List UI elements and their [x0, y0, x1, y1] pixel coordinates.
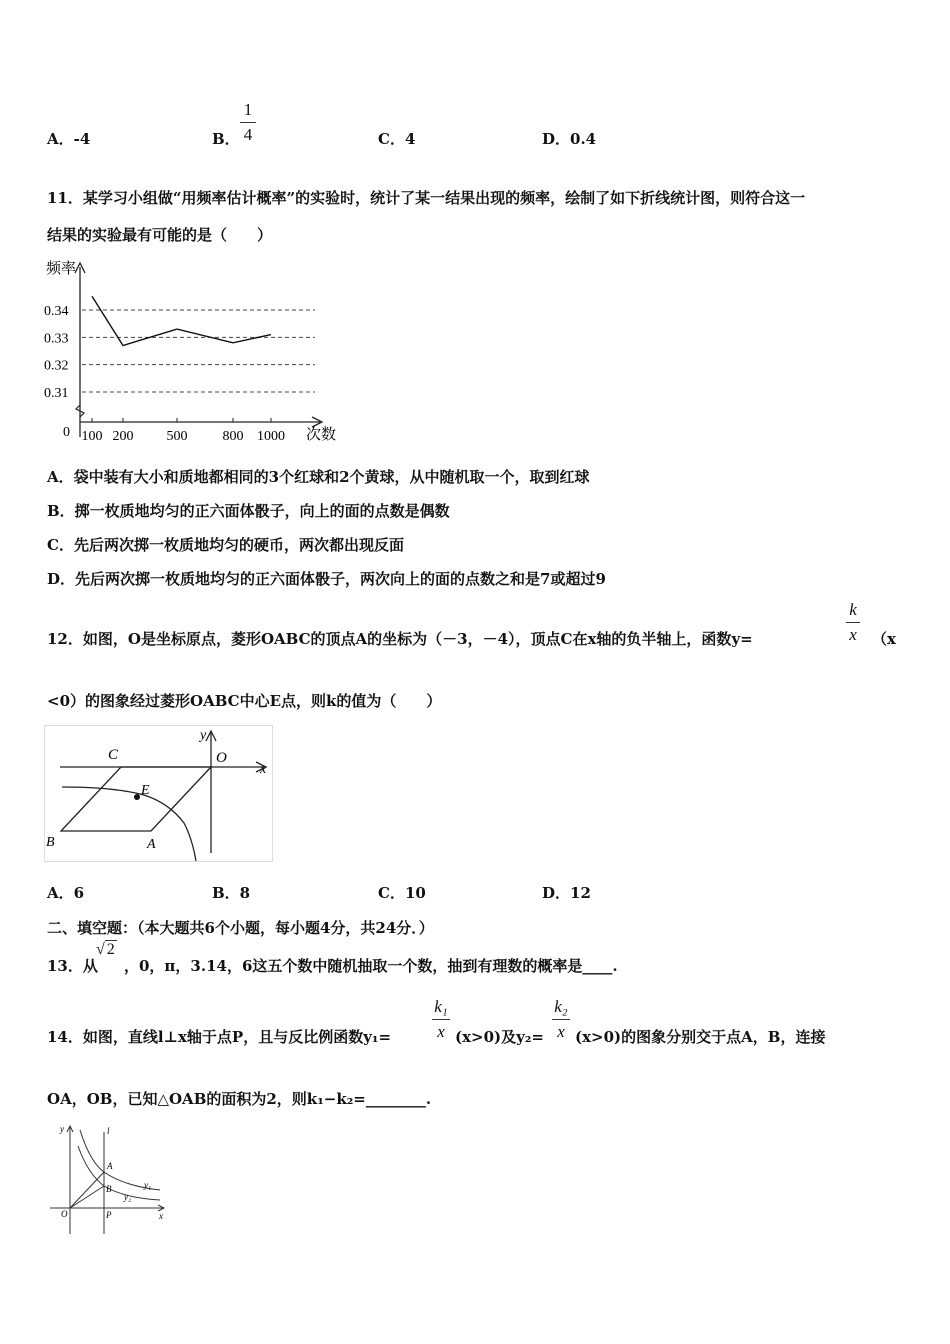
sqrt-sign: √ — [96, 941, 105, 958]
chart-xlabel: 次数 — [306, 427, 337, 443]
radicand: 2 — [106, 941, 115, 958]
q10-option-b: B． — [212, 130, 240, 148]
label-x: x — [159, 1211, 163, 1221]
label-a: A — [107, 1161, 113, 1171]
frequency-series-line — [92, 296, 271, 345]
y-tick-label: 0.32 — [44, 358, 69, 374]
q10-option-a: A．-4 — [47, 130, 91, 148]
label-c: C — [108, 747, 119, 763]
fraction-denominator: 4 — [243, 125, 253, 144]
chart-ylabel: 频率 — [46, 261, 77, 277]
q13-prefix: 13．从 — [47, 957, 98, 975]
fraction-denominator: x — [849, 625, 857, 644]
label-y2: y₂ — [124, 1192, 132, 1202]
q14-fraction-1 — [432, 997, 450, 1042]
label-e: E — [141, 783, 150, 798]
q13-rest: ，0，π，3.14，6这五个数中随机抽取一个数，抽到有理数的概率是____. — [124, 957, 618, 975]
q10-option-d: D．0.4 — [542, 130, 597, 148]
label-y: y — [200, 728, 207, 743]
chart-origin-label: 0 — [63, 425, 70, 440]
curve-y2 — [78, 1146, 160, 1200]
q11-option-b: B．掷一枚质地均匀的正六面体骰子，向上的面的点数是偶数 — [47, 502, 450, 520]
q12-option-c: C．10 — [378, 884, 426, 902]
x-tick-label: 500 — [166, 429, 188, 444]
q14-fraction-2 — [552, 997, 570, 1042]
point-e — [134, 794, 140, 800]
fraction-denominator: x — [557, 1022, 565, 1041]
q11-option-a: A．袋中装有大小和质地都相同的3个红球和2个黄球，从中随机取一个，取到红球 — [47, 468, 590, 486]
q11-stem-line2: 结果的实验最有可能的是（ ） — [47, 226, 273, 244]
q12-stem-line2: <0）的图象经过菱形OABC中心E点，则k的值为（ ） — [47, 692, 442, 710]
x-tick-label: 200 — [112, 429, 134, 444]
y-tick-label: 0.33 — [44, 331, 69, 347]
q14-line2: OA，OB，已知△OAB的面积为2，则k₁−k₂=________. — [47, 1090, 432, 1108]
fraction-denominator: x — [437, 1022, 445, 1041]
segment-oa — [70, 1172, 104, 1208]
rhombus-figure — [44, 725, 274, 863]
label-o: O — [216, 750, 227, 766]
q12-option-b: B．8 — [212, 884, 251, 902]
label-x: x — [260, 762, 267, 777]
frequency-line-chart — [40, 255, 350, 450]
q12-stem-line1: 12．如图，O是坐标原点，菱形OABC的顶点A的坐标为（－3，－4），顶点C在x轴的负半轴上，函数y= — [47, 630, 753, 648]
fraction-numerator: 1 — [243, 100, 253, 119]
q12-fraction-k-over-x — [846, 600, 860, 645]
q10-option-b-fraction — [240, 100, 256, 145]
label-b: B — [106, 1184, 112, 1194]
hyperbola-curve — [62, 787, 196, 861]
y-tick-label: 0.31 — [44, 386, 69, 401]
q11-option-c: C．先后两次掷一枚质地均匀的硬币，两次都出现反面 — [47, 536, 404, 554]
x-tick-label: 800 — [222, 429, 244, 444]
q14-part1: 14．如图，直线l⊥x轴于点P，且与反比例函数y₁= — [47, 1028, 392, 1046]
q10-option-c: C．4 — [378, 130, 416, 148]
label-y1: y₁ — [144, 1180, 152, 1190]
q12-option-a: A．6 — [47, 884, 85, 902]
label-a: A — [147, 837, 156, 852]
q12-option-d: D．12 — [542, 884, 591, 902]
label-l: l — [107, 1126, 110, 1136]
label-y: y — [60, 1124, 64, 1134]
y-tick-label: 0.34 — [44, 304, 69, 319]
q12-stem-tail: （x — [872, 630, 896, 648]
fraction-numerator: k — [849, 600, 857, 619]
x-tick-label: 1000 — [257, 429, 285, 444]
q11-option-d: D．先后两次掷一枚质地均匀的正六面体骰子，两次向上的面的点数之和是7或超过9 — [47, 570, 606, 588]
section2-title: 二、填空题：（本大题共6个小题，每小题4分，共24分．） — [47, 919, 434, 937]
q13-radical — [96, 941, 117, 959]
q14-part2: (x>0)及y₂= — [455, 1028, 544, 1046]
label-p: P — [106, 1210, 112, 1220]
fraction-numerator: k₁ — [434, 997, 448, 1016]
label-o: O — [61, 1209, 68, 1219]
inverse-proportion-figure — [44, 1122, 174, 1238]
fraction-numerator: k₂ — [554, 997, 568, 1016]
label-b: B — [46, 835, 55, 850]
q14-part3: (x>0)的图象分别交于点A，B，连接 — [575, 1028, 826, 1046]
q11-stem-line1: 11．某学习小组做“用频率估计概率”的实验时，统计了某一结果出现的频率，绘制了如下折线统计图，则符合这一 — [47, 189, 806, 207]
x-tick-label: 100 — [81, 429, 103, 444]
